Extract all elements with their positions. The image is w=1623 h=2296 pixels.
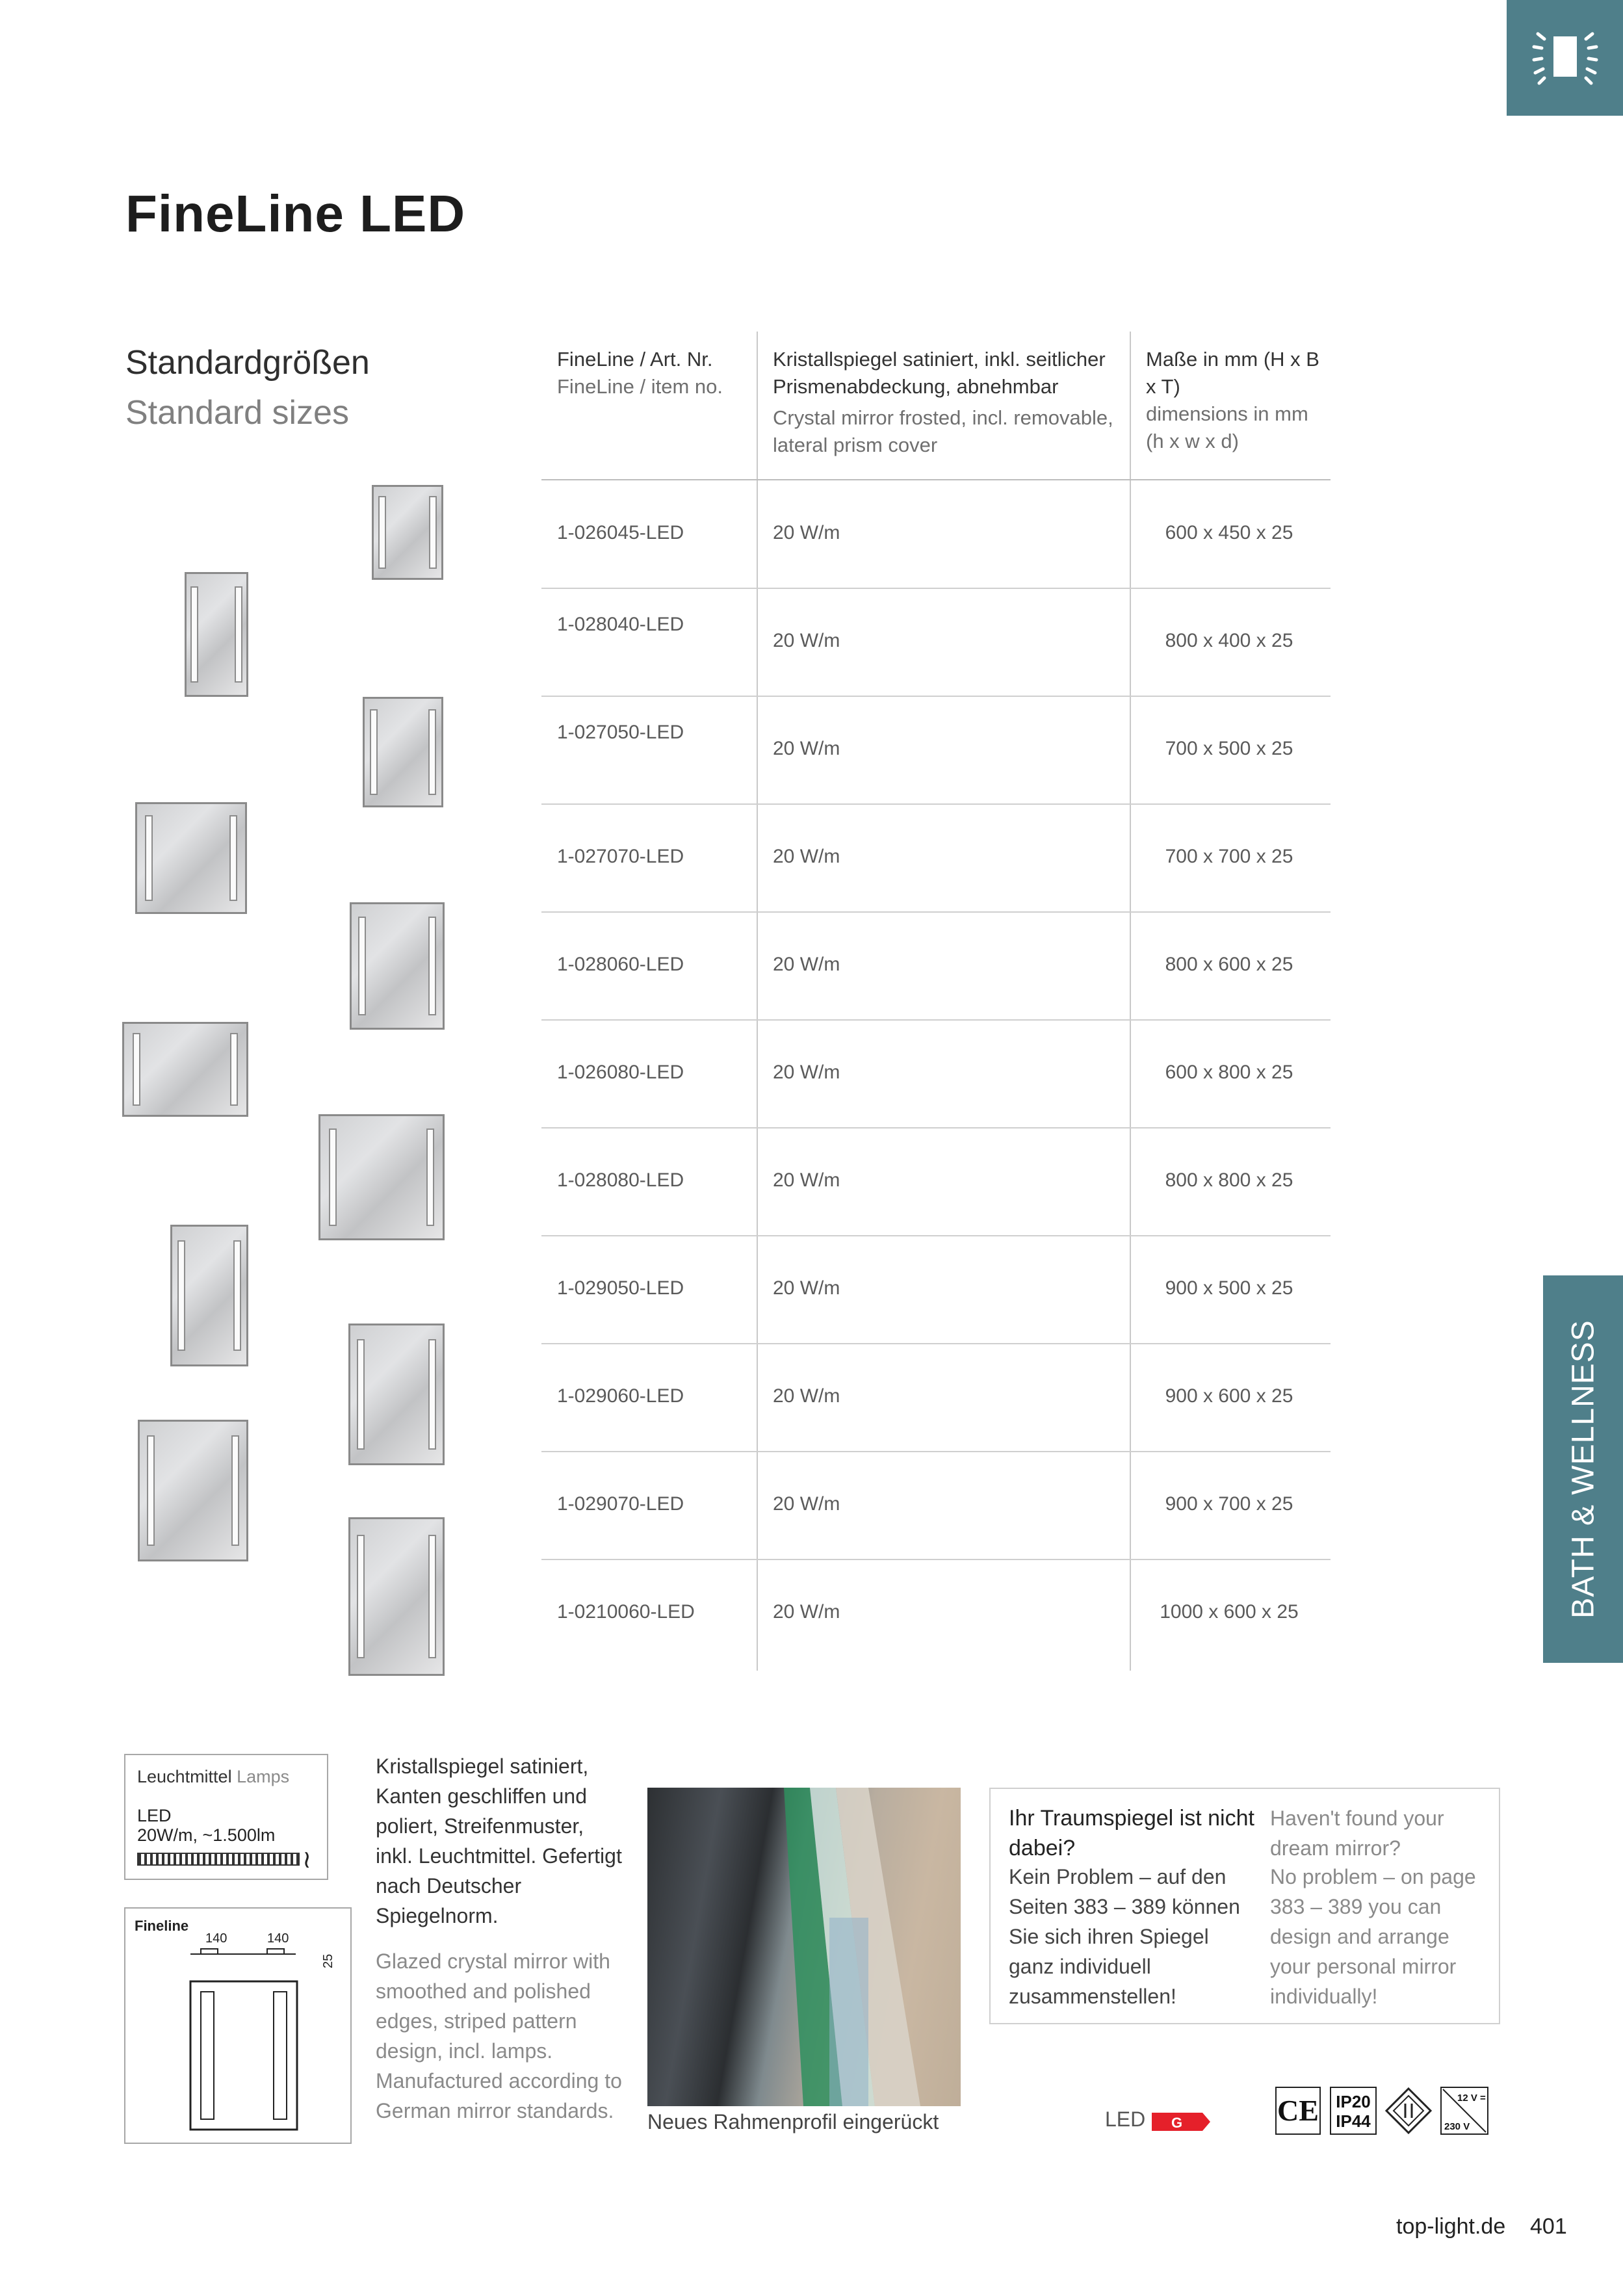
item-number: 1-029060-LED [557,1385,684,1407]
page-title: FineLine LED [125,185,466,242]
ip-rating-icon: IP20 IP44 [1330,2087,1377,2135]
fineline-drawing-box [124,1907,352,2144]
mirror-thumbnail [170,1225,248,1366]
dimension-value: 900 x 700 x 25 [1165,1493,1293,1515]
item-number: 1-028040-LED [557,614,684,635]
dimension-value: 800 x 800 x 25 [1165,1169,1293,1191]
item-number: 1-0210060-LED [557,1601,695,1623]
header-divider [541,479,1331,480]
lamps-title: Leuchtmittel Lamps [137,1767,290,1786]
row-divider [541,696,1331,697]
mirror-thumbnail [350,902,445,1030]
category-icon-tab [1507,0,1623,116]
item-number: 1-027070-LED [557,846,684,867]
product-description [376,1751,623,2126]
energy-label-text: LED [1105,2107,1146,2131]
row-divider [541,1235,1331,1236]
power-value: 20 W/m [773,738,840,759]
light-strip-right [274,1992,287,2119]
frame-profile-photo [647,1788,961,2106]
mirror-thumbnail [138,1420,248,1561]
page-number: 401 [1530,2214,1567,2239]
row-divider [541,1451,1331,1452]
lamps-spec: 20W/m, ~1.500lm [137,1825,276,1845]
power-value: 20 W/m [773,1601,840,1623]
item-number: 1-026080-LED [557,1062,684,1083]
dimension-value: 800 x 600 x 25 [1165,954,1293,975]
dimension-value: 900 x 500 x 25 [1165,1277,1293,1299]
section-heading-en: Standard sizes [125,394,349,432]
cable-icon: ≀ [302,1846,312,1873]
led-strip-icon [137,1853,300,1866]
mirror-thumbnail [363,697,443,807]
lamps-type: LED [137,1806,172,1825]
mirror-light-icon [1526,20,1604,98]
dream-question-de: Ihr Traumspiegel ist nicht dabei? [1009,1806,1254,1860]
energy-class-letter: G [1171,2115,1183,2131]
dim-right-label: 140 [267,1931,289,1946]
description-en: Glazed crystal mirror with smoothed and polished edges, striped pattern design, incl. lamps. Manufactured according to German mirror standards. [376,1950,622,2122]
side-tab-label: BATH & WELLNESS [1566,1320,1600,1619]
row-divider [541,911,1331,913]
power-value: 20 W/m [773,1493,840,1515]
mirror-thumbnail [318,1114,445,1240]
row-divider [541,1343,1331,1344]
row-divider [541,1559,1331,1560]
protection-class-icon [1384,2087,1433,2135]
dimension-value: 600 x 450 x 25 [1165,522,1293,543]
mirror-thumbnail [135,802,247,914]
energy-class-badge [1152,2113,1210,2131]
item-number: 1-029050-LED [557,1277,684,1299]
power-value: 20 W/m [773,1062,840,1083]
power-value: 20 W/m [773,522,840,543]
dimension-value: 600 x 800 x 25 [1165,1062,1293,1083]
dimension-value: 700 x 700 x 25 [1165,846,1293,867]
volt-bottom-label: 230 V [1444,2121,1470,2132]
power-value: 20 W/m [773,1169,840,1191]
header-item-no: FineLine / Art. Nr. FineLine / item no. [557,348,723,398]
power-value: 20 W/m [773,1277,840,1299]
mirror-thumbnail [348,1324,445,1465]
volt-top-label: 12 V = [1457,2093,1486,2104]
item-number: 1-026045-LED [557,522,684,543]
power-value: 20 W/m [773,846,840,867]
item-number: 1-027050-LED [557,722,684,743]
transformer-voltage-icon [1440,2087,1488,2135]
item-number: 1-028060-LED [557,954,684,975]
section-heading-de: Standardgrößen [125,344,370,382]
power-value: 20 W/m [773,630,840,651]
header-description: Kristallspiegel satiniert, inkl. seitlicher Prismenabdeckung, abnehmbar Crystal mirror frosted, incl. removable, lateral prism cover [773,348,1113,456]
power-value: 20 W/m [773,1385,840,1407]
dim-depth-label: 25 [321,1953,335,1968]
dimension-value: 900 x 600 x 25 [1165,1385,1293,1407]
drawing-label: Fineline [135,1918,189,1934]
row-divider [541,1019,1331,1021]
dream-question-en: Haven't found your dream mirror? [1270,1807,1444,1860]
row-divider [541,1127,1331,1128]
row-divider [541,803,1331,805]
category-side-tab[interactable] [1543,1275,1623,1663]
technical-drawing [125,1909,350,2143]
lamps-info-box [124,1754,328,1880]
mirror-thumbnail [348,1517,445,1676]
mirror-thumbnail [122,1022,248,1117]
item-number: 1-029070-LED [557,1493,684,1515]
power-value: 20 W/m [773,954,840,975]
mirror-thumbnail [372,485,443,580]
description-de: Kristallspiegel satiniert, Kanten geschliffen und poliert, Streifenmuster, inkl. Leuchtmittel. Gefertigt nach Deutscher Spiegelnorm. [376,1755,622,1927]
row-divider [541,588,1331,589]
column-divider [1130,332,1131,1671]
dimension-value: 800 x 400 x 25 [1165,630,1293,651]
dream-answer-en: No problem – on page 383 – 389 you can design and arrange your personal mirror individually! [1270,1865,1476,2008]
dim-left-label: 140 [205,1931,227,1946]
photo-caption: Neues Rahmenprofil eingerückt [647,2110,939,2133]
dream-mirror-box [989,1788,1500,2024]
column-divider [757,332,758,1671]
footer-url[interactable]: top-light.de [1396,2214,1506,2239]
mirror-thumbnail [185,572,248,697]
dimension-value: 700 x 500 x 25 [1165,738,1293,759]
item-number: 1-028080-LED [557,1169,684,1191]
light-strip-left [201,1992,214,2119]
ce-mark-icon: CE [1275,2087,1321,2135]
header-dimensions: Maße in mm (H x B x T) dimensions in mm (h x w x d) [1146,348,1319,452]
dream-answer-de: Kein Problem – auf den Seiten 383 – 389 können Sie sich ihren Spiegel ganz individuell zusammenstellen! [1009,1865,1240,2008]
dimension-value: 1000 x 600 x 25 [1160,1601,1299,1623]
spec-table [541,332,1331,1671]
